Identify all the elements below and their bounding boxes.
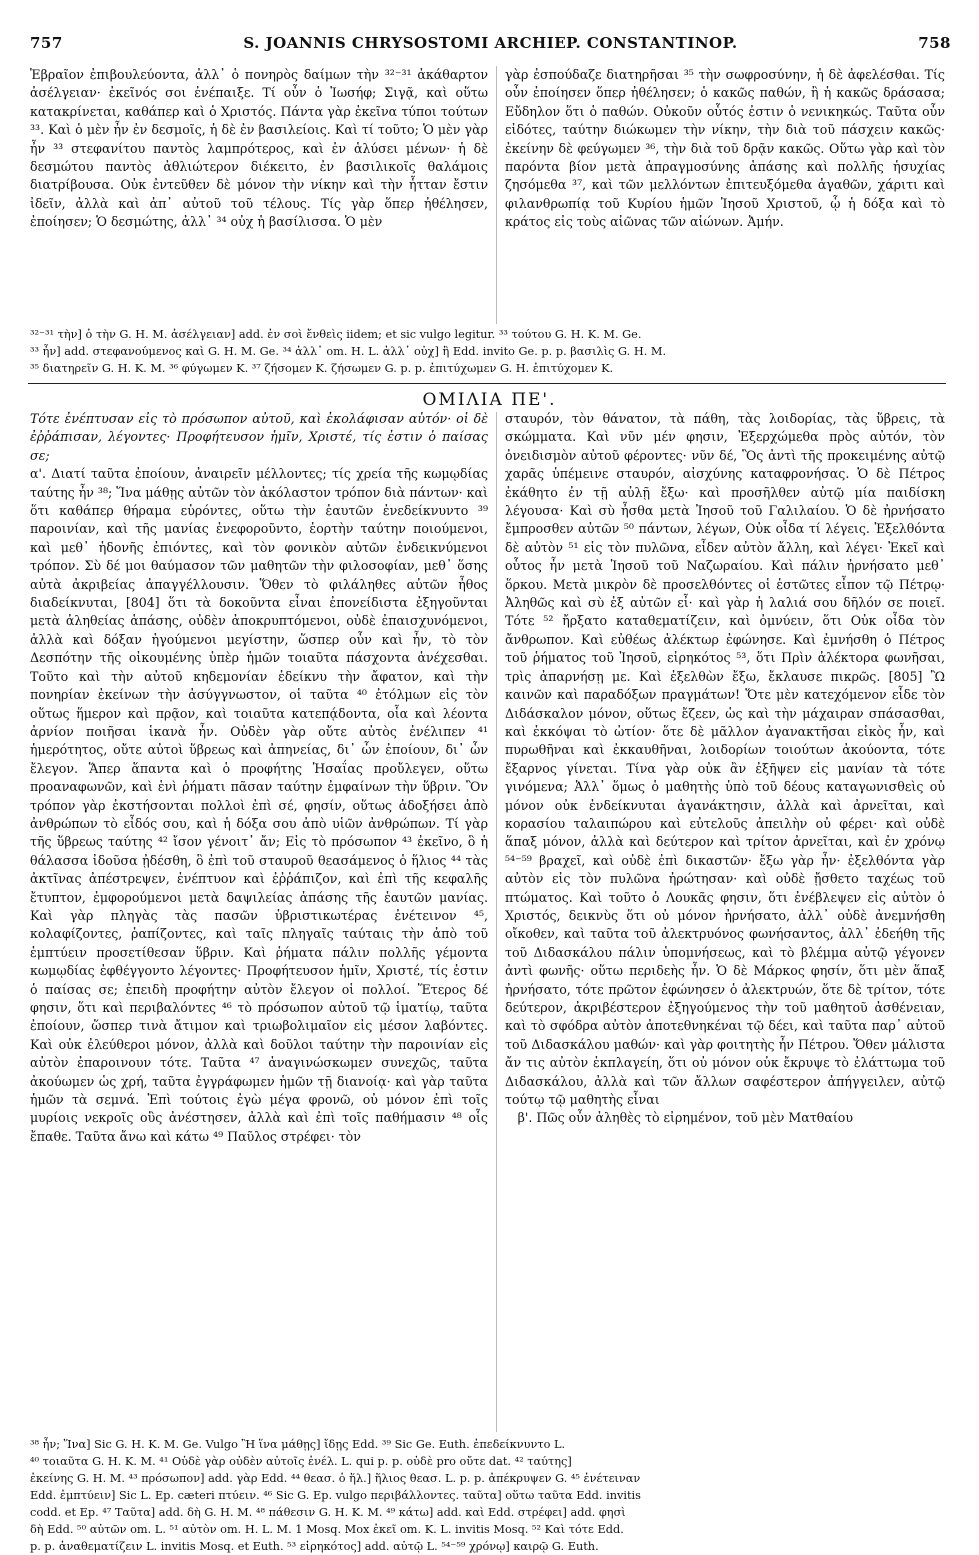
column-divider-top [496, 66, 497, 324]
top-footnotes [30, 326, 945, 377]
top-right-text: γὰρ ἐσπούδαζε διατηρῆσαι ³⁵ τὴν σωφροσύνην, ἡ δὲ ἀφελέσθαι. Τίς οὖν ἐποίησεν ὅπερ ἠθέλησεν; ὁ κακῶς παθών, ἢ ἡ κακῶς δράσασα; Εὔδηλον ὅτι ὁ παθών. Οὐκοῦν οὗτός ἐστιν ὁ νενικηκώς. Ταῦτα οὖν εἰδότες, ταύτην διώκωμεν τὴν νίκην, τὴν διὰ τοῦ πάσχειν κακῶς· ἐκείνην δὲ φεύγωμεν ³⁶, τὴν διὰ τοῦ δρᾷν κακῶς. Οὕτω γὰρ καὶ τὸν παρόντα βίον μετὰ ἀπραγμοσύνης ἁπάσης καὶ πολλῆς ἡσυχίας ζησόμεθα ³⁷, καὶ τῶν μελλόντων ἐπιτευξόμεθα ἀγαθῶν, χάριτι καὶ φιλανθρωπίᾳ τοῦ Κυρίου ἡμῶν Ἰησοῦ Χριστοῦ, ᾧ ἡ δόξα καὶ τὸ κράτος εἰς τοὺς αἰῶνας τῶν αἰώνων. Ἀμήν. [505, 67, 945, 230]
footnote-line: Edd. ἐμπτύειν] Sic L. Ep. cæteri πτύειν. ⁴⁶ Sic G. Ep. vulgo περιβάλλοντες. ταῦτα] οὕτω ταῦτα Edd. invitis [30, 1489, 641, 1502]
homily-title: ΟΜΙΛΙΑ ΠΕ'. [422, 390, 557, 410]
footnote-line: ἐκείνης G. H. M. ⁴³ πρόσωπον] add. γὰρ Edd. ⁴⁴ θεασ. ὁ ἥλ.] ἥλιος θεασ. L. p. p. ἀπέκρυψεν G. ⁴⁵ ἐνέτειναν [30, 1472, 641, 1485]
section-rule [28, 383, 946, 384]
footnote-line: p. p. ἀναθεματίζειν L. invitis Mosq. et Euth. ⁵³ εἰρηκότος] add. αὐτῷ L. ⁵⁴⁻⁵⁹ χρόνῳ] καιρῷ G. Euth. [30, 1540, 599, 1553]
footnote-line: ³⁸ ἦν; Ἵνα] Sic G. H. K. M. Ge. Vulgo Ἢ ἵνα μάθῃς] ἴδῃς Edd. ³⁹ Sic Ge. Euth. ἐπεδείκνυντο L. [30, 1438, 566, 1451]
bottom-left-column [30, 410, 488, 1432]
page-number-left: 757 [30, 34, 63, 52]
bottom-right-column [505, 410, 945, 1432]
footnote-line: ⁴⁰ τοιαῦτα G. H. K. M. ⁴¹ Οὐδὲ γὰρ οὐδὲν αὐτοῖς ἐνέλ. L. qui p. p. οὐδὲ pro οὔτε dat. ⁴² ταύτης] [30, 1455, 572, 1468]
top-left-column [30, 66, 488, 324]
footnote-line: codd. et Ep. ⁴⁷ Ταῦτα] add. δὴ G. H. M. ⁴⁸ πάθεσιν G. H. K. M. ⁴⁹ κάτω] add. καὶ Edd. στρέφει] add. φησὶ [30, 1506, 626, 1519]
footnote-line: ³³ ἦν] add. στεφανούμενος καὶ G. H. M. Ge. ³⁴ ἀλλ᾽ om. H. L. ἀλλ᾽ οὐχ] ἢ Edd. invito Ge. p. p. βασιλὶς G. H. M. [30, 345, 667, 358]
footnote-line: δὴ Edd. ⁵⁰ αὐτῶν om. L. ⁵¹ αὐτὸν om. H. L. M. 1 Mosq. Mox ἐκεῖ om. K. L. invitis Mosq. ⁵² Καὶ τότε Edd. [30, 1523, 624, 1536]
section-beta-start: β'. Πῶς οὖν ἀληθὲς τὸ εἰρημένον, τοῦ μὲν Ματθαίου [517, 1110, 853, 1126]
running-title: S. JOANNIS CHRYSOSTOMI ARCHIEP. CONSTANTINOP. [243, 34, 738, 52]
homily-text-right: σταυρόν, τὸν θάνατον, τὰ πάθη, τὰς λοιδορίας, τὰς ὕβρεις, τὰ σκώμματα. Καὶ νῦν μέν φησιν, Ἐξερχώμεθα πρὸς αὐτόν, τὸν ὀνειδισμὸν αὐτοῦ φέροντες· νῦν δέ, Ὃς ἀντὶ τῆς προκειμένης αὐτῷ χαρᾶς ὑπέμεινε σταυρόν, αἰσχύνης καταφρονήσας. Ὁ δὲ Πέτρος ἐκάθητο ἐν τῇ αὐλῇ ἔξω· καὶ προσῆλθεν αὐτῷ μία παιδίσκη λέγουσα· Καὶ σὺ ἦσθα μετὰ Ἰησοῦ τοῦ Γαλιλαίου. Ὁ δὲ ἠρνήσατο ἔμπροσθεν αὐτῶν ⁵⁰ πάντων, λέγων, Οὐκ οἶδα τί λέγεις. Ἐξελθόντα δὲ αὐτὸν ⁵¹ εἰς τὸν πυλῶνα, εἶδεν αὐτὸν ἄλλη, καὶ λέγει· Ἐκεῖ καὶ οὗτος ἦν μετὰ Ἰησοῦ τοῦ Ναζωραίου. Καὶ πάλιν ἠρνήσατο μεθ᾽ ὅρκου. Μετὰ μικρὸν δὲ προσελθόντες οἱ ἑστῶτες εἶπον τῷ Πέτρῳ· Ἀληθῶς καὶ σὺ ἐξ αὐτῶν εἶ· καὶ γὰρ ἡ λαλιά σου δῆλόν σε ποιεῖ. Τότε ⁵² ἤρξατο καταθεματίζειν, καὶ ὀμνύειν, ὅτι Οὐκ οἶδα τὸν ἄνθρωπον. Καὶ εὐθέως ἀλέκτωρ ἐφώνησε. Καὶ ἐμνήσθη ὁ Πέτρος τοῦ ῥήματος τοῦ Ἰησοῦ, εἰρηκότος ⁵³, ὅτι Πρὶν ἀλέκτορα φωνῆσαι, τρὶς ἀπαρνήσῃ με. Καὶ ἐξελθὼν ἔξω, ἔκλαυσε πικρῶς. [805] Ὢ καινῶν καὶ παραδόξων πραγμάτων! Ὅτε μὲν κατεχόμενον εἶδε τὸν Διδάσκαλον μόνον, οὕτως ἔζεεν, ὡς καὶ τὴν μάχαιραν σπάσασθαι, καὶ ἐκκόψαι τὸ ὠτίον· ὅτε δὲ μᾶλλον ἀγανακτῆσαι εἰκὸς ἦν, καὶ πυρωθῆναι καὶ ἐκκαυθῆναι, λοιδορίων τοιούτων ἀκούοντα, τότε ἔξαρνος γίνεται. Τίνα γὰρ οὐκ ἂν ἐξῆψεν εἰς μανίαν τὰ τότε γινόμενα; Ἀλλ᾽ ὅμως ὁ μαθητὴς ὑπὸ τοῦ δέους καταγωνισθεὶς οὐ μόνον οὐκ ἐνδείκνυται ἀγανάκτησιν, ἀλλὰ καὶ ἀρνεῖται, καὶ κορασίου ταλαιπώρου καὶ εὐτελοῦς ἀπειλὴν οὐ φέρει· καὶ οὐδὲ ἅπαξ μόνον, ἀλλὰ καὶ δεύτερον καὶ τρίτον ἀρνεῖται, καὶ ἐν χρόνῳ ⁵⁴⁻⁵⁹ βραχεῖ, καὶ οὐδὲ ἐπὶ δικαστῶν· ἔξω γὰρ ἦν· ἐξελθόντα γὰρ αὐτὸν εἰς τὸν πυλῶνα ἠρώτησαν· καὶ οὐδὲ ᾔσθετο ταχέως τοῦ πτώματος. Καὶ τοῦτο ὁ Λουκᾶς φησιν, ὅτι ἐνέβλεψεν εἰς αὐτὸν ὁ Χριστός, δεικνὺς ὅτι οὐ μόνον ἠρνήσατο, ἀλλ᾽ οὐδὲ ἀνεμνήσθη οἴκοθεν, καὶ ταῦτα τοῦ ἀλεκτρυόνος φωνήσαντος, ἀλλ᾽ ἐδεήθη τῆς τοῦ Διδασκάλου πάλιν ὑπομνήσεως, καὶ τὸ βλέμμα αὐτῷ γέγονεν ἀντὶ φωνῆς· οὕτω περιδεὴς ἦν. Ὁ δὲ Μάρκος φησίν, ὅτι μὲν ἅπαξ ἠρνήσατο, τότε πρῶτον ἐφώνησεν ὁ ἀλεκτρυών, ὅτε δὲ τρίτον, τότε δεύτερον, ἀκριβέστερον ἐξηγούμενος τὴν τοῦ μαθητοῦ ἀσθένειαν, καὶ τὸ σφόδρα αὐτὸν ἀποτεθνηκέναι τῷ δέει, καὶ ταῦτα παρ᾽ αὐτοῦ τοῦ Διδασκάλου μαθών· καὶ γὰρ φοιτητὴς ἦν Πέτρου. Ὅθεν μάλιστα ἄν τις αὐτὸν ἐκπλαγείη, ὅτι οὐ μόνον οὐκ ἔκρυψε τὸ ἐλάττωμα τοῦ Διδασκάλου, ἀλλὰ καὶ τῶν ἄλλων σαφέστερον ἀπήγγειλεν, αὐτῷ τούτῳ τῷ μαθητὴς εἶναι [505, 411, 945, 1108]
running-header [30, 34, 951, 60]
homily-text-left: α'. Διατί ταῦτα ἐποίουν, ἀναιρεῖν μέλλοντες; τίς χρεία τῆς κωμῳδίας ταύτης ἦν ³⁸; Ἵνα μάθῃς αὐτῶν τὸν ἀκόλαστον τρόπον διὰ πάντων· καὶ ὅτι καθάπερ θήραμα εὑρόντες, οὕτω τὴν ἑαυτῶν ἐνεδείκνυντο ³⁹ παροινίαν, καὶ τῆς μανίας ἐνεφοροῦντο, ἑορτὴν ταύτην ποιούμενοι, καὶ μεθ᾽ ἡδονῆς ἐπιόντες, καὶ τὸν φονικὸν αὐτῶν ἐνδεικνύμενοι τρόπον. Σὺ δέ μοι θαύμασον τῶν μαθητῶν τὴν φιλοσοφίαν, μεθ᾽ ὅσης αὐτὰ ἀκριβείας ἀπαγγέλλουσιν. Ὅθεν τὸ φιλάληθες αὐτῶν ἦθος διαδείκνυται, [804] ὅτι τὰ δοκοῦντα εἶναι ἐπονείδιστα ἐξηγοῦνται μετὰ ἀληθείας ἁπάσης, οὐδὲν ἀποκρυπτόμενοι, οὐδὲ ἐπαισχυνόμενοι, ἀλλὰ καὶ δόξαν ἡγούμενοι μεγίστην, ὥσπερ οὖν καὶ ἦν, τὸ τὸν Δεσπότην τῆς οἰκουμένης ὑπὲρ ἡμῶν τοιαῦτα πάσχοντα ἀνέχεσθαι. Τοῦτο καὶ τὴν αὐτοῦ κηδεμονίαν ἐδείκνυ τὴν ἄφατον, καὶ τὴν πονηρίαν ἐκείνων τὴν ἀσύγγνωστον, οἱ ταῦτα ⁴⁰ ἐτόλμων εἰς τὸν οὕτως ἥμερον καὶ πρᾷον, καὶ τοιαῦτα κατεπᾴδοντα, οἷα καὶ λέοντα ἀρνίον ποιῆσαι ἱκανὰ ἦν. Οὐδὲν γὰρ οὔτε αὐτὸς ἐνέλιπεν ⁴¹ ἡμερότητος, οὔτε αὐτοὶ ὕβρεως καὶ ἀπηνείας, δι᾽ ὧν ἐποίουν, δι᾽ ὧν ἔλεγον. Ἅπερ ἅπαντα καὶ ὁ προφήτης Ἡσαΐας προὔλεγεν, οὕτω προαναφωνῶν, καὶ ἑνὶ ῥήματι πᾶσαν ταύτην ἐμφαίνων τὴν ὕβριν. Ὃν τρόπον γὰρ ἐκστήσονται πολλοὶ ἐπὶ σέ, φησίν, οὕτως ἀδοξήσει ἀπὸ ἀνθρώπων τὸ εἶδός σου, καὶ ἡ δόξα σου ἀπὸ υἱῶν ἀνθρώπων. Τί γὰρ τῆς ὕβρεως ταύτης ⁴² ἴσον γένοιτ᾽ ἄν; Εἰς τὸ πρόσωπον ⁴³ ἐκεῖνο, ὃ ἡ θάλασσα ἰδοῦσα ᾐδέσθη, ὃ ἐπὶ τοῦ σταυροῦ θεασάμενος ὁ ἥλιος ⁴⁴ τὰς ἀκτῖνας ἀπέστρεψεν, ἐνέπτυον καὶ ἐῤῥάπιζον, καὶ ἐπὶ τῆς κεφαλῆς ἔτυπτον, ἐμφορούμενοι μετὰ δαψιλείας ἁπάσης τῆς ἑαυτῶν μανίας. Καὶ γὰρ πληγὰς τὰς πασῶν ὑβριστικωτέρας ἐνέτεινον ⁴⁵, κολαφίζοντες, ῥαπίζοντες, καὶ ταῖς πληγαῖς ταύταις τὴν ἀπὸ τοῦ ἐμπτύειν προσετίθεσαν ὕβριν. Καὶ ῥήματα πάλιν πολλῆς γέμοντα κωμῳδίας ἐφθέγγοντο λέγοντες· Προφήτευσον ἡμῖν, Χριστέ, τίς ἐστιν ὁ παίσας σε; ἐπειδὴ προφήτην αὐτὸν ἔλεγον οἱ πολλοί. Ἕτερος δέ φησιν, ὅτι καὶ περιβαλόντες ⁴⁶ τὸ πρόσωπον αὐτοῦ τῷ ἱματίῳ, ταῦτα ἐποίουν, ὥσπερ τινὰ ἄτιμον καὶ τριωβολιμαῖον εἰς μέσον λαβόντες. Καὶ οὐκ ἐλεύθεροι μόνον, ἀλλὰ καὶ δοῦλοι ταύτην τὴν παροινίαν εἰς αὐτὸν ἐπαροινουν τότε. Ταῦτα ⁴⁷ ἀναγινώσκωμεν συνεχῶς, ταῦτα ἀκούωμεν ὡς χρή, ταῦτα ἐγγράφωμεν ἡμῶν τῇ διανοίᾳ· καὶ γὰρ ταῦτα ἡμῶν τὰ σεμνά. Ἐπὶ τούτοις ἐγὼ μέγα φρονῶ, οὐ μόνον ἐπὶ τοῖς μυρίοις νεκροῖς οὓς ἀνέστησεν, ἀλλὰ καὶ ἐπὶ τοῖς παθήμασιν ⁴⁸ οἷς ἔπαθε. Ταῦτα ἄνω καὶ κάτω ⁴⁹ Παῦλος στρέφει· τὸν [30, 466, 488, 1144]
footnote-line: ³⁵ διατηρεῖν G. H. K. M. ³⁶ φύγωμεν K. ³⁷ ζήσομεν K. ζήσωμεν G. p. p. ἐπιτύχωμεν G. H. ἐπιτύχομεν K. [30, 362, 614, 375]
footnote-line: ³²⁻³¹ τὴν] ὁ τὴν G. H. M. ἀσέλγειαν] add. ἐν σοὶ ἔνθεὶς iidem; et sic vulgo legitur. ³³ τούτου G. H. K. M. Ge. [30, 328, 642, 341]
page-number-right: 758 [918, 34, 951, 52]
scripture-lemma: Τότε ἐνέπτυσαν εἰς τὸ πρόσωπον αὐτοῦ, καὶ ἐκολάφισαν αὐτόν· οἱ δὲ ἐῤῥάπισαν, λέγοντες· Προφήτευσον ἡμῖν, Χριστέ, τίς ἐστιν ὁ παίσας σε; [30, 411, 488, 463]
bottom-footnotes [30, 1436, 945, 1555]
top-right-column [505, 66, 945, 324]
top-left-text: Ἑβραῖον ἐπιβουλεύοντα, ἀλλ᾽ ὁ πονηρὸς δαίμων τὴν ³²⁻³¹ ἀκάθαρτον ἀσέλγειαν· ἐκεῖνός σοι ἐνέπαιξε. Τί οὖν ὁ Ἰωσήφ; Σιγᾷ, καὶ οὕτω κατακρίνεται, καθάπερ καὶ ὁ Χριστός. Πάντα γὰρ ἐκεῖνα τύποι τούτων ³³. Καὶ ὁ μὲν ἦν ἐν δεσμοῖς, ἡ δὲ ἐν βασιλείοις. Καὶ τί τοῦτο; Ὁ μὲν γὰρ ἦν ³³ στεφανίτου παντὸς λαμπρότερος, καὶ ἐν ἁλύσει μένων· ἡ δὲ δεσμώτου παντὸς ἀθλιώτερον διέκειτο, ἐν βασιλικοῖς θαλάμοις διατρίβουσα. Οὐκ ἐντεῦθεν δὲ μόνον τὴν νίκην καὶ τὴν ἧτταν ἔστιν ἰδεῖν, ἀλλὰ καὶ ἀπ᾽ αὐτοῦ τοῦ τέλους. Τίς γὰρ ὅπερ ἠθέλησεν, ἐποίησεν; Ὁ δεσμώτης, ἀλλ᾽ ³⁴ οὐχ ἡ βασίλισσα. Ὁ μὲν [30, 67, 488, 230]
column-divider-bottom [496, 412, 497, 1432]
